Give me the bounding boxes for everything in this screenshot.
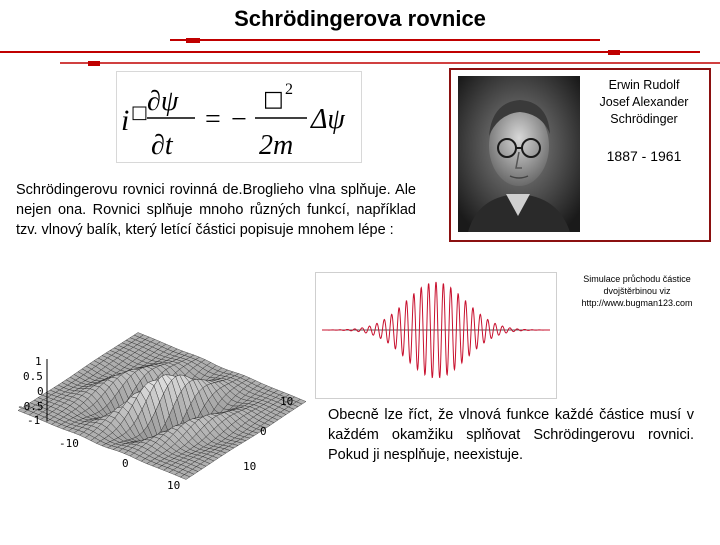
- simulation-note-line1: Simulace průchodu částice: [583, 274, 691, 284]
- simulation-note-line3: http://www.bugman123.com: [581, 298, 693, 308]
- formula-i: i: [121, 104, 130, 137]
- wave-packet-2d-plot: [315, 272, 557, 399]
- surface-mesh: [18, 333, 306, 480]
- z-tick-1: 1: [35, 355, 42, 368]
- portrait-name-line1: Erwin Rudolf: [608, 78, 680, 92]
- formula-exponent: 2: [285, 81, 293, 98]
- portrait-years: 1887 - 1961: [606, 148, 682, 164]
- wave-packet-surface-plot: [17, 271, 312, 540]
- formula-lhs-denominator: ∂t: [151, 130, 173, 161]
- right-axis-tick-10-top: 10: [280, 395, 294, 408]
- formula-rhs-denominator: 2m: [259, 130, 294, 161]
- left-axis-tick-minus-10: -10: [59, 437, 79, 450]
- z-tick-minus-0.5: -0.5: [17, 400, 44, 413]
- formula-equals: =: [205, 104, 221, 135]
- portrait-name-line2: Josef Alexander: [599, 95, 689, 109]
- right-axis-tick-0: 0: [260, 425, 267, 438]
- simulation-note: [560, 273, 714, 309]
- left-axis-tick-0: 0: [122, 457, 129, 470]
- simulation-note-line2: dvojštěrbinou viz: [603, 286, 671, 296]
- formula-rhs-operator: Δψ: [311, 104, 345, 135]
- formula-missing-glyph-1: □: [131, 102, 149, 123]
- left-axis-tick-10: 10: [167, 479, 181, 492]
- portrait-caption-name: [583, 77, 705, 128]
- formula-minus: −: [231, 104, 247, 135]
- right-axis-tick-10-bottom: 10: [243, 460, 257, 473]
- paragraph-conclusion: Obecně lze říct, že vlnová funkce každé částice musí v každém okamžiku splňovat Schrödingerovu rovnici. Pokud ji nesplňuje, neexistuje.: [328, 407, 694, 463]
- formula-lhs-numerator: ∂ψ: [147, 86, 179, 117]
- schrodinger-portrait: [458, 76, 580, 232]
- z-tick-0.5: 0.5: [23, 370, 43, 383]
- portrait-frame: [449, 68, 711, 242]
- paragraph-wave-packet: Schrödingerovu rovnici rovinná de.Broglieho vlna splňuje. Ale nejen ona. Rovnici splňuje mnoho různých funkcí, například tzv. vlnový balík, který letící částici popisuje mnohem lépe :: [16, 182, 416, 238]
- formula-missing-glyph-2: □: [263, 87, 284, 112]
- z-tick-minus-1: -1: [27, 414, 41, 427]
- schrodinger-equation: [116, 71, 362, 163]
- portrait-name-line3: Schrödinger: [610, 112, 678, 126]
- slide-title: Schrödingerova rovnice: [234, 6, 486, 31]
- z-tick-0: 0: [37, 385, 44, 398]
